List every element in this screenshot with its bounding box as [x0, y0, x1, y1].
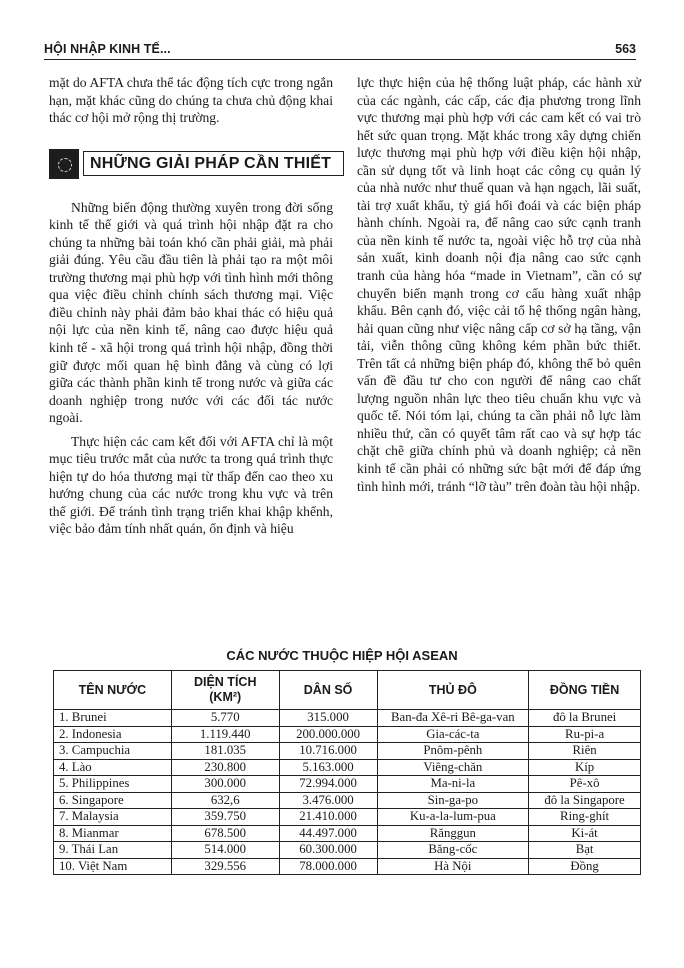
cell-population: 5.163.000	[279, 759, 377, 776]
page-header	[44, 38, 636, 60]
cell-population: 315.000	[279, 710, 377, 727]
cell-area: 359.750	[171, 809, 279, 826]
cell-capital: Gia-các-ta	[377, 726, 529, 743]
cell-name: 8. Mianmar	[54, 825, 172, 842]
cell-name: 5. Philippines	[54, 776, 172, 793]
header-rule	[44, 59, 636, 60]
cell-population: 200.000.000	[279, 726, 377, 743]
header-area-line1: DIỆN TÍCH	[193, 675, 257, 689]
cell-area: 329.556	[171, 858, 279, 875]
header-capital: THỦ ĐÔ	[377, 671, 529, 710]
cell-area: 514.000	[171, 842, 279, 859]
cell-name: 7. Malaysia	[54, 809, 172, 826]
cell-capital: Pnôm-pênh	[377, 743, 529, 760]
cell-area: 632,6	[171, 792, 279, 809]
cell-currency: đô la Brunei	[529, 710, 641, 727]
section-heading-box	[83, 151, 344, 177]
table-header-row	[54, 671, 641, 710]
section-heading-text: NHỮNG GIẢI PHÁP CẦN THIẾT	[90, 154, 332, 172]
table-row	[54, 759, 641, 776]
cell-population: 78.000.000	[279, 858, 377, 875]
cell-currency: Ring-ghít	[529, 809, 641, 826]
table-row	[54, 809, 641, 826]
header-area-line2: (KM²)	[209, 690, 242, 704]
cell-name: 2. Indonesia	[54, 726, 172, 743]
cell-name: 1. Brunei	[54, 710, 172, 727]
ornament-icon	[49, 149, 79, 179]
cell-name: 4. Lào	[54, 759, 172, 776]
cell-currency: Kíp	[529, 759, 641, 776]
cell-name: 3. Campuchia	[54, 743, 172, 760]
cell-population: 21.410.000	[279, 809, 377, 826]
header-population: DÂN SỐ	[279, 671, 377, 710]
page-number: 563	[615, 42, 636, 56]
cell-capital: Viêng-chăn	[377, 759, 529, 776]
cell-name: 9. Thái Lan	[54, 842, 172, 859]
cell-currency: Đồng	[529, 858, 641, 875]
cell-name: 6. Singapore	[54, 792, 172, 809]
table-row	[54, 858, 641, 875]
paragraph: lực thực hiện của hệ thống luật pháp, các hành xử của các ngành, các cấp, các địa phương trong lĩnh vực thương mại phù hợp với các cam kết có vai trò hết sức quan trọng. Mặt khác trong xây dựng chiến lược thương mại phù hợp với điều kiện hội nhập, cần sử dụng tốt và linh hoạt các công cụ quản lý của nhà nước như thuế quan và hạn ngạch, lãi suất, tài trợ xuất khẩu, tỷ giá hối đoái và các biện pháp hành chính. Ngoài ra, để nâng cao sức cạnh tranh của nền kinh tế nước ta, ngoài việc hỗ trợ của nhà sản xuất, kinh doanh nội địa nâng cao sức cạnh tranh của hàng hóa “made in Vietnam”, cần có sự chuyển biến mạnh trong cơ cấu hàng xuất nhập khẩu. Bên cạnh đó, việc cải tổ hệ thống ngân hàng, hải quan cũng như việc nâng cấp cơ sở hạ tầng, vận tải, viễn thông cũng không kém phần bức thiết. Trên tất cả những biện pháp đó, không thể bỏ quên vấn đề đầu tư cho con người để nâng cao chất lượng nguồn nhân lực theo tiêu chuẩn khu vực và quốc tế. Nói tóm lại, chúng ta cần phải nỗ lực làm nhiều thứ, cần có quyết tâm rất cao và sự hợp tác chặt chẽ giữa chính phủ và doanh nghiệp; cả nền kinh tế cần phải có những sức bật mới để đáp ứng tình hình mới, tránh “lỡ tàu” trên đoàn tàu hội nhập.	[357, 75, 641, 494]
cell-capital: Rănggun	[377, 825, 529, 842]
asean-table	[53, 670, 641, 875]
cell-area: 678.500	[171, 825, 279, 842]
cell-area: 300.000	[171, 776, 279, 793]
table-row	[54, 726, 641, 743]
cell-name: 10. Việt Nam	[54, 858, 172, 875]
running-title: HỘI NHẬP KINH TẾ...	[44, 42, 171, 56]
cell-population: 60.300.000	[279, 842, 377, 859]
paragraph: Thực hiện các cam kết đối với AFTA chỉ là một mục tiêu trước mắt của nước ta trong quá trình thực hiện tự do hóa thương mại từ thấp đến cao theo xu hướng chung của các nước trong khu vực và trên thế giới. Để tránh tình trạng triển khai khập khểnh, việc bảo đảm tính nhất quán, ổn định và hiệu	[49, 433, 333, 537]
right-column	[357, 74, 641, 495]
cell-capital: Sin-ga-po	[377, 792, 529, 809]
cell-area: 181.035	[171, 743, 279, 760]
left-column	[49, 74, 333, 538]
cell-currency: Bạt	[529, 842, 641, 859]
cell-currency: đô la Singapore	[529, 792, 641, 809]
table-row	[54, 842, 641, 859]
header-name: TÊN NƯỚC	[54, 671, 172, 710]
cell-area: 5.770	[171, 710, 279, 727]
cell-currency: Ru-pi-a	[529, 726, 641, 743]
header-area	[171, 671, 279, 710]
table-row	[54, 710, 641, 727]
cell-capital: Băng-cốc	[377, 842, 529, 859]
header-currency: ĐỒNG TIỀN	[529, 671, 641, 710]
section-heading	[49, 149, 333, 179]
table-row	[54, 776, 641, 793]
table-row	[54, 743, 641, 760]
table-row	[54, 825, 641, 842]
cell-capital: Ku-a-la-lum-pua	[377, 809, 529, 826]
cell-area: 230.800	[171, 759, 279, 776]
table-title: CÁC NƯỚC THUỘC HIỆP HỘI ASEAN	[226, 648, 458, 663]
paragraph-continued: mặt do AFTA chưa thể tác động tích cực trong ngắn hạn, mặt khác cũng do chúng ta chưa chủ động khai thác cơ hội mở rộng thị trường.	[49, 75, 333, 126]
cell-currency: Ki-át	[529, 825, 641, 842]
cell-population: 10.716.000	[279, 743, 377, 760]
cell-capital: Ban-đa Xê-ri Bê-ga-van	[377, 710, 529, 727]
cell-area: 1.119.440	[171, 726, 279, 743]
cell-currency: Pê-xô	[529, 776, 641, 793]
cell-capital: Hà Nội	[377, 858, 529, 875]
paragraph: Những biến động thường xuyên trong đời sống kinh tế thế giới và quá trình hội nhập đặt ra cho chúng ta những bài toán khó cần phải giải, mà phải giải đúng. Yêu cầu đầu tiên là phải tạo ra một môi trường thương mại phù hợp với tình hình mới thông qua việc điều chỉnh chính sách thương mại. Việc điều chỉnh này phải đảm bảo khai thác có hiệu quả nội lực của nền kinh tế, nâng cao được hiệu quả kinh tế - xã hội trong quá trình hội nhập, đồng thời giữ được mối quan hệ bình đẳng và cùng có lợi giữa các thành phần kinh tế trong nước và giữa các doanh nghiệp trong nước với các đối tác nước ngoài.	[49, 199, 333, 426]
table-row	[54, 792, 641, 809]
cell-currency: Riên	[529, 743, 641, 760]
cell-population: 3.476.000	[279, 792, 377, 809]
cell-population: 44.497.000	[279, 825, 377, 842]
cell-capital: Ma-ni-la	[377, 776, 529, 793]
cell-population: 72.994.000	[279, 776, 377, 793]
